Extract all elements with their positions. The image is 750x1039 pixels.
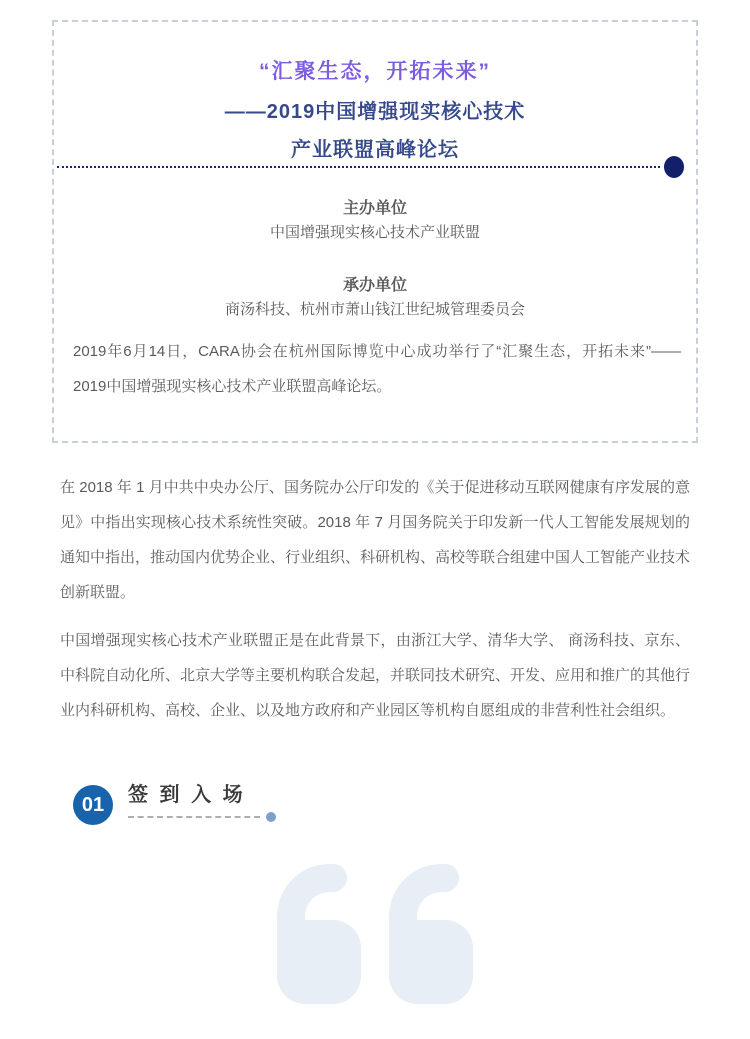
section-text — [128, 778, 260, 818]
event-title: “汇聚生态，开拓未来” — [259, 60, 491, 83]
event-subtitle-line2: 产业联盟高峰论坛 — [291, 139, 459, 161]
section-title: 签 到 入 场 — [128, 784, 246, 806]
section-divider — [128, 816, 260, 818]
event-summary: 2019年6月14日，CARA协会在杭州国际博览中心成功举行了“汇聚生态，开拓未来”——2019中国增强现实核心技术产业联盟高峰论坛。 — [73, 343, 681, 395]
host-name: 中国增强现实核心技术产业联盟 — [269, 224, 480, 241]
section-header — [73, 784, 246, 825]
quote-icon — [277, 864, 473, 1004]
section-number-badge — [73, 785, 113, 825]
host-label: 主办单位 — [342, 200, 407, 217]
hero-card — [52, 20, 698, 443]
section-number: 01 — [81, 794, 105, 816]
section-divider-dot — [266, 812, 276, 822]
divider-line — [57, 166, 660, 168]
organizer-name: 商汤科技、杭州市萧山钱江世纪城管理委员会 — [224, 301, 525, 318]
event-subtitle-line1: ——2019中国增强现实核心技术 — [224, 101, 526, 123]
article-paragraph: 中国增强现实核心技术产业联盟正是在此背景下，由浙江大学、清华大学、 商汤科技、京东、中科院自动化所、北京大学等主要机构联合发起，并联同技术研究、开发、应用和推广的其他行业内科研机构、高校、企业、以及地方政府和产业园区等机构自愿组成的非营利性社会组织。 — [60, 632, 691, 719]
article-paragraph: 在 2018 年 1 月中共中央办公厅、国务院办公厅印发的《关于促进移动互联网健康有序发展的意见》中指出实现核心技术系统性突破。2018 年 7 月国务院关于印发新一代人工智能发展规划的通知中指出，推动国内优势企业、行业组织、科研机构、高校等联合组建中国人工智能产业技术创新联盟。 — [60, 479, 691, 601]
divider-dot — [664, 156, 684, 178]
organizer-label: 承办单位 — [342, 277, 407, 294]
